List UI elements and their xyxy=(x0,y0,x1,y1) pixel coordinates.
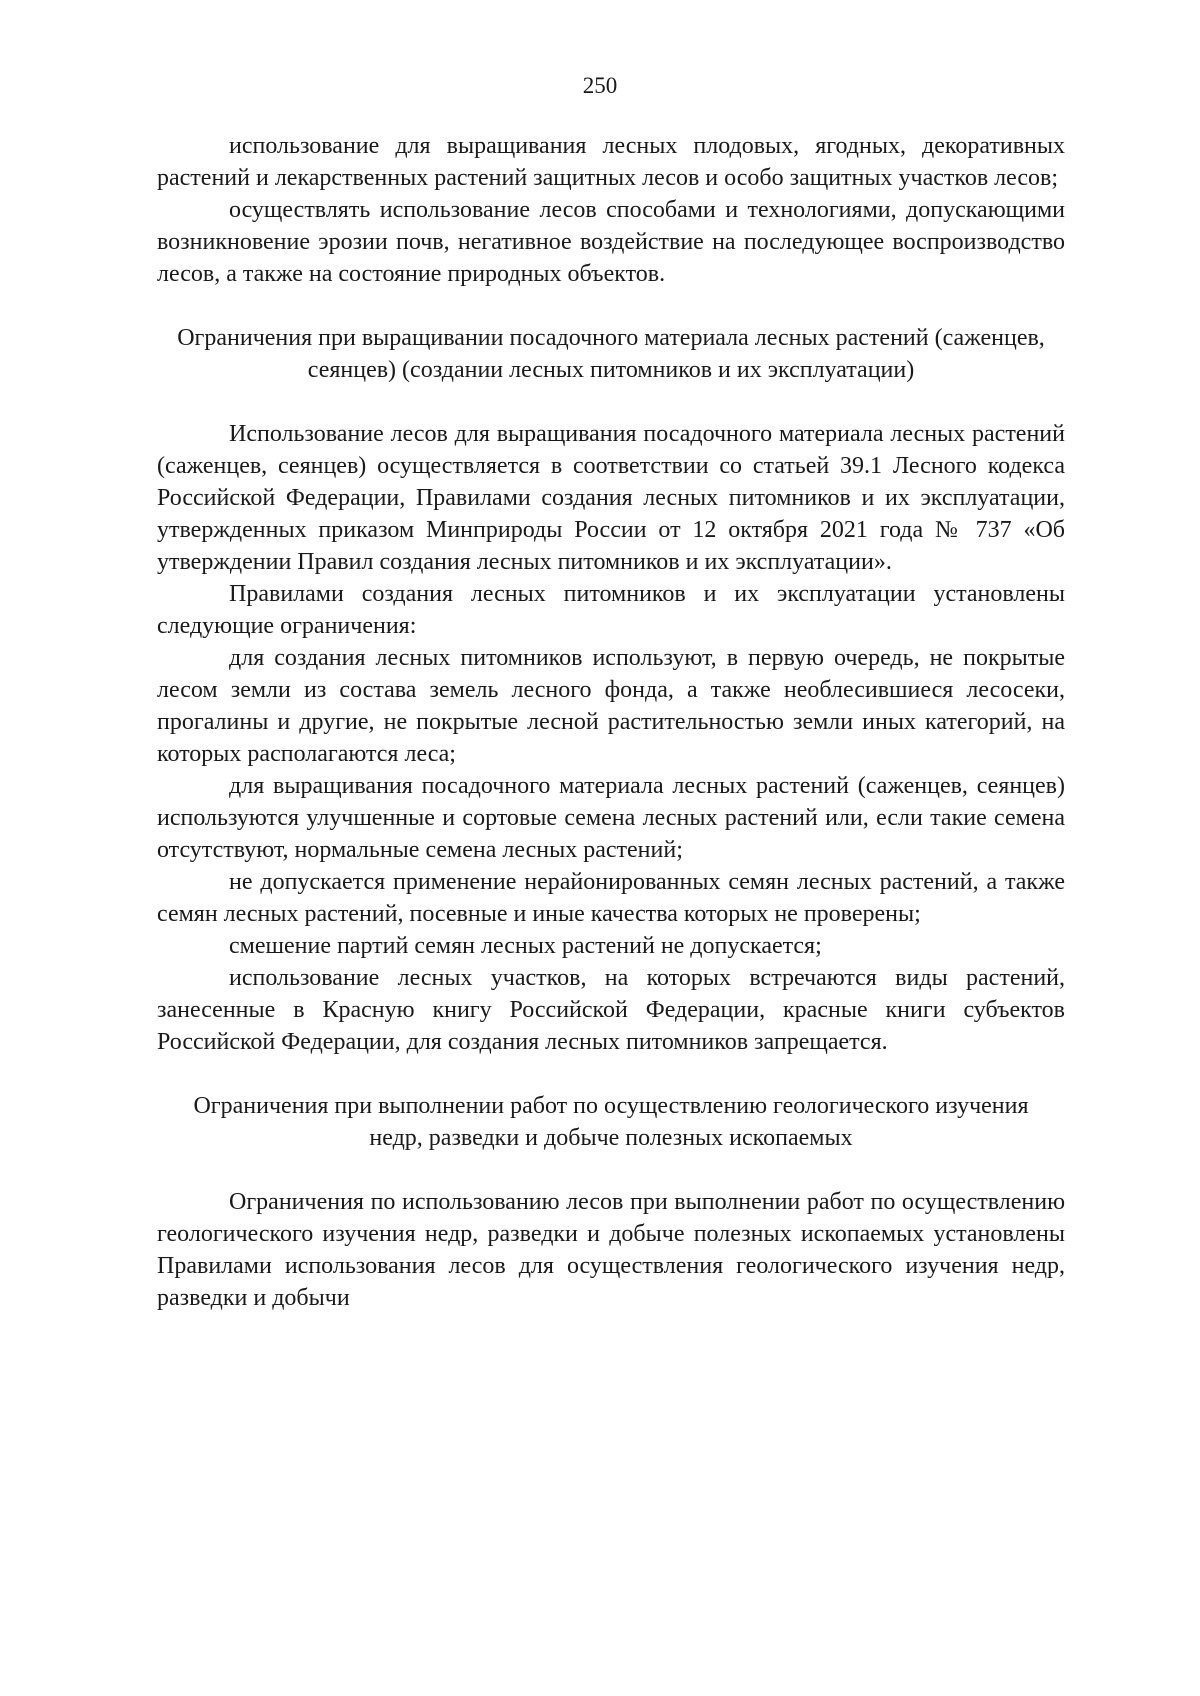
paragraph-cultivation-use: использование для выращивания лесных плодовых, ягодных, декоративных растений и лекарственных растений защитных лесов и особо защитных участков лесов; xyxy=(157,133,1065,191)
paragraph-red-book: использование лесных участков, на которых встречаются виды растений, занесенные в Красную книгу Российской Федерации, красные книги субъектов Российской Федерации, для создания лесных питомников запрещается. xyxy=(157,965,1065,1055)
page-number: 250 xyxy=(582,73,618,98)
paragraph-geology-rules: Ограничения по использованию лесов при выполнении работ по осуществлению геологического изучения недр, разведки и добыче полезных ископаемых установлены Правилами использования лесов для осуществления геологического изучения недр, разведки и добычи xyxy=(157,1189,1065,1311)
paragraph-restrictions-intro: Правилами создания лесных питомников и их эксплуатации установлены следующие ограничения: xyxy=(157,581,1065,639)
paragraph-erosion-restriction: осуществлять использование лесов способами и технологиями, допускающими возникновение эрозии почв, негативное воздействие на последующее воспроизводство лесов, а также на состояние природных объектов. xyxy=(157,197,1065,287)
section-heading-geology-mining: Ограничения при выполнении работ по осуществлению геологического изучения недр, разведки и добыче полезных ископаемых xyxy=(193,1093,1029,1151)
paragraph-legal-basis: Использование лесов для выращивания посадочного материала лесных растений (саженцев, сеянцев) осуществляется в соответствии со статьей 39.1 Лесного кодекса Российской Федерации, Правилами создания лесных питомников и их эксплуатации, утвержденных приказом Минприроды России от 12 октября 2021 года № 737 «Об утверждении Правил создания лесных питомников и их эксплуатации». xyxy=(157,421,1065,575)
paragraph-nursery-land: для создания лесных питомников используют, в первую очередь, не покрытые лесом земли из состава земель лесного фонда, а также необлесившиеся лесосеки, прогалины и другие, не покрытые лесной растительностью земли иных категорий, на которых располагаются леса; xyxy=(157,645,1065,767)
paragraph-seed-quality: для выращивания посадочного материала лесных растений (саженцев, сеянцев) используются улучшенные и сортовые семена лесных растений или, если такие семена отсутствуют, нормальные семена лесных растений; xyxy=(157,773,1065,863)
paragraph-seed-mixing: смешение партий семян лесных растений не допускается; xyxy=(229,933,822,959)
paragraph-unzoned-seeds: не допускается применение нерайонированных семян лесных растений, а также семян лесных растений, посевные и иные качества которых не проверены; xyxy=(157,869,1065,927)
page-body xyxy=(157,130,1065,1314)
section-heading-planting-material: Ограничения при выращивании посадочного материала лесных растений (саженцев, сеянцев) (создании лесных питомников и их эксплуатации) xyxy=(177,325,1045,383)
